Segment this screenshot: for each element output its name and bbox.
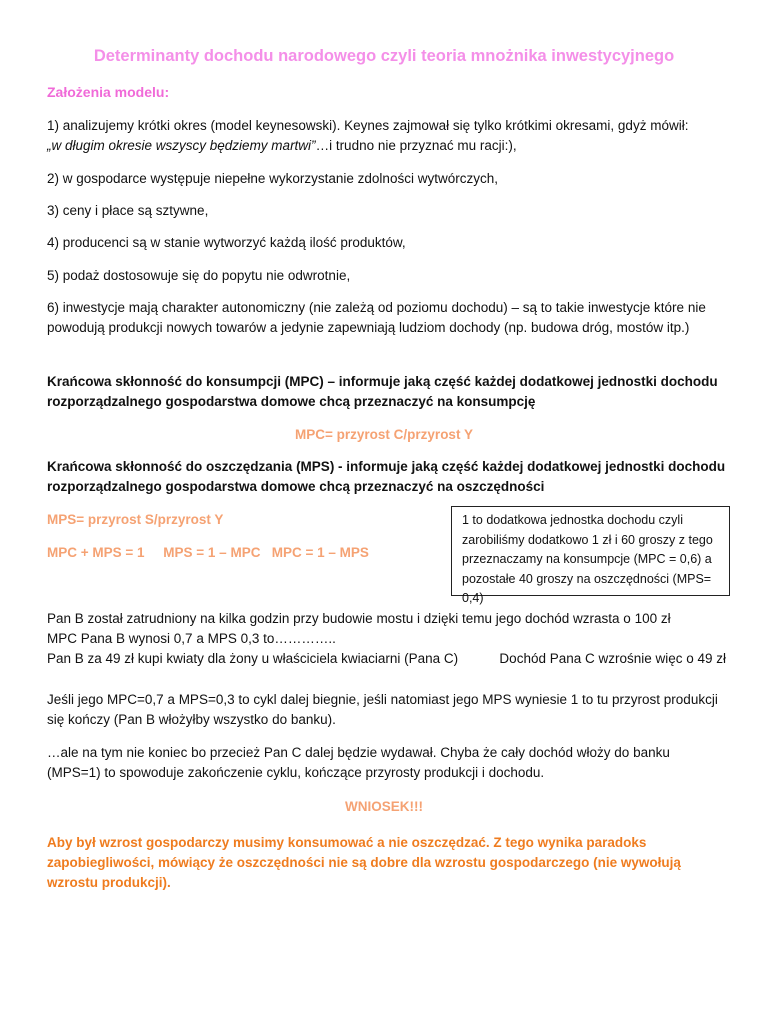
mps-formula: MPS= przyrost S/przyrost Y <box>47 512 224 527</box>
assumption-4: 4) producenci są w stanie wytworzyć każdą ilość produktów, <box>47 235 406 250</box>
document-title: Determinanty dochodu narodowego czyli teoria mnożnika inwestycyjnego <box>93 47 675 65</box>
example-line-1: Pan B został zatrudniony na kilka godzin przy budowie mostu i dzięki temu jego dochód wzrasta o 100 zł <box>47 611 671 626</box>
continuation-paragraph: …ale na tym nie koniec bo przecież Pan C dalej będzie wydawał. Chyba że cały dochód włoży do banku (MPS=1) to spowoduje zakończenie cyklu, kończące przyrosty produkcji i dochodu. <box>47 745 670 780</box>
assumption-2: 2) w gospodarce występuje niepełne wykorzystanie zdolności wytwórczych, <box>47 171 498 186</box>
assumption-5: 5) podaż dostosowuje się do popytu nie odwrotnie, <box>47 268 351 283</box>
mpc-formula: MPC= przyrost C/przyrost Y <box>295 427 473 442</box>
assumption-1-text: 1) analizujemy krótki okres (model keynesowski). Keynes zajmował się tylko krótkimi okresami, gdyż mówił: <box>47 118 689 133</box>
conclusion-heading: WNIOSEK!!! <box>345 799 423 814</box>
assumptions-heading: Założenia modelu: <box>47 84 170 100</box>
assumption-3: 3) ceny i płace są sztywne, <box>47 203 209 218</box>
example-line-4: Jeśli jego MPC=0,7 a MPS=0,3 to cykl dalej biegnie, jeśli natomiast jego MPS wyniesie 1 to tu przyrost produkcji się kończy (Pan B włożyłby wszystko do banku). <box>47 692 718 727</box>
example-line-3: Pan B za 49 zł kupi kwiaty dla żony u właściciela kwiaciarni (Pana C) Dochód Pana C wzrośnie więc o 49 zł <box>47 651 727 666</box>
assumption-1 <box>47 116 727 156</box>
mps-definition: Krańcowa skłonność do oszczędzania (MPS) - informuje jaką część każdej dodatkowej jednostki dochodu rozporządzalnego gospodarstwa domowe chcą przeznaczyć na oszczędności <box>47 459 726 494</box>
assumption-6: 6) inwestycje mają charakter autonomiczny (nie zależą od poziomu dochodu) – są to takie inwestycje które nie powodują produkcji nowych towarów a jedynie zapewniają ludziom dochody (np. budowa dróg, mostów itp.) <box>47 300 706 335</box>
example-line-2: MPC Pana B wynosi 0,7 a MPS 0,3 to………….. <box>47 631 336 646</box>
keynes-quote: „w długim okresie wszyscy będziemy martwi” <box>47 138 316 153</box>
mpc-mps-relations: MPC + MPS = 1 MPS = 1 – MPC MPC = 1 – MPS <box>47 545 369 560</box>
mpc-definition: Krańcowa skłonność do konsumpcji (MPC) – informuje jaką część każdej dodatkowej jednostki dochodu rozporządzalnego gospodarstwa domowe chcą przeznaczyć na konsumpcję <box>47 374 718 409</box>
assumption-1-tail: …i trudno nie przyznać mu racji:), <box>315 138 517 153</box>
conclusion-paragraph: Aby był wzrost gospodarczy musimy konsumować a nie oszczędzać. Z tego wynika paradoks zapobiegliwości, mówiący że oszczędności nie są dobre dla wzrostu gospodarczego (nie wywołują wzrostu produkcji). <box>47 835 681 890</box>
example-note-box: 1 to dodatkowa jednostka dochodu czyli zarobiliśmy dodatkowo 1 zł i 60 groszy z tego przeznaczamy na konsumpcje (MPC = 0,6) a pozostałe 40 groszy na oszczędności (MPS= 0,4) <box>451 506 730 596</box>
